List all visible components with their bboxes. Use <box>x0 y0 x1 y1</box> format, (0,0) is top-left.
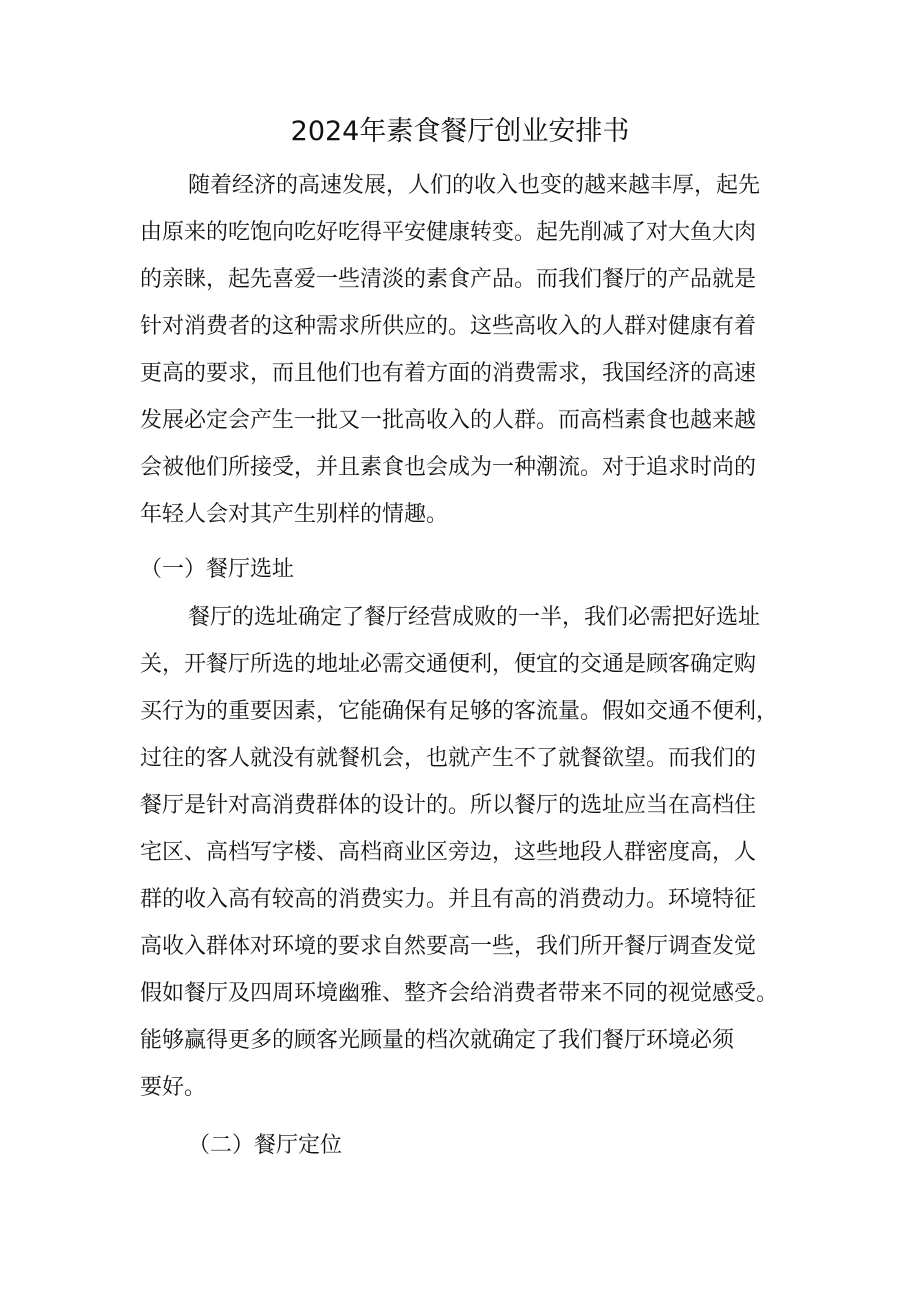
section1-line: 宅区、高档写字楼、高档商业区旁边，这些地段人群密度高，人 <box>140 840 757 865</box>
section1-line: 买行为的重要因素，它能确保有足够的客流量。假如交通不便利， <box>140 699 779 724</box>
section1-line: 关，开餐厅所选的地址必需交通便利，便宜的交通是顾客确定购 <box>140 652 757 677</box>
section-heading-location: （一）餐厅选址 <box>140 557 295 582</box>
section1-line: 要好。 <box>140 1075 207 1100</box>
intro-line: 年轻人会对其产生别样的情趣。 <box>140 502 449 527</box>
section1-line: 能够赢得更多的顾客光顾量的档次就确定了我们餐厅环境必须 <box>140 1028 735 1053</box>
intro-line: 发展必定会产生一批又一批高收入的人群。而高档素食也越来越 <box>140 408 757 433</box>
section1-line: 过往的客人就没有就餐机会，也就产生不了就餐欲望。而我们的 <box>140 746 757 771</box>
section1-line: 假如餐厅及四周环境幽雅、整齐会给消费者带来不同的视觉感受。 <box>140 981 779 1006</box>
intro-line: 随着经济的高速发展，人们的收入也变的越来越丰厚，起先 <box>188 173 761 198</box>
intro-line: 的亲睐，起先喜爱一些清淡的素食产品。而我们餐厅的产品就是 <box>140 267 757 292</box>
section-heading-positioning: （二）餐厅定位 <box>188 1133 343 1158</box>
document-title: 2024年素食餐厅创业安排书 <box>290 116 630 147</box>
section1-line: 餐厅的选址确定了餐厅经营成败的一半，我们必需把好选址 <box>188 605 761 630</box>
intro-line: 更高的要求，而且他们也有着方面的消费需求，我国经济的高速 <box>140 361 757 386</box>
intro-line: 会被他们所接受，并且素食也会成为一种潮流。对于追求时尚的 <box>140 455 757 480</box>
section1-line: 群的收入高有较高的消费实力。并且有高的消费动力。环境特征 <box>140 887 757 912</box>
intro-line: 由原来的吃饱向吃好吃得平安健康转变。起先削减了对大鱼大肉 <box>140 220 757 245</box>
section1-line: 高收入群体对环境的要求自然要高一些，我们所开餐厅调查发觉 <box>140 934 757 959</box>
section1-line: 餐厅是针对高消费群体的设计的。所以餐厅的选址应当在高档住 <box>140 793 757 818</box>
intro-line: 针对消费者的这种需求所供应的。这些高收入的人群对健康有着 <box>140 314 757 339</box>
